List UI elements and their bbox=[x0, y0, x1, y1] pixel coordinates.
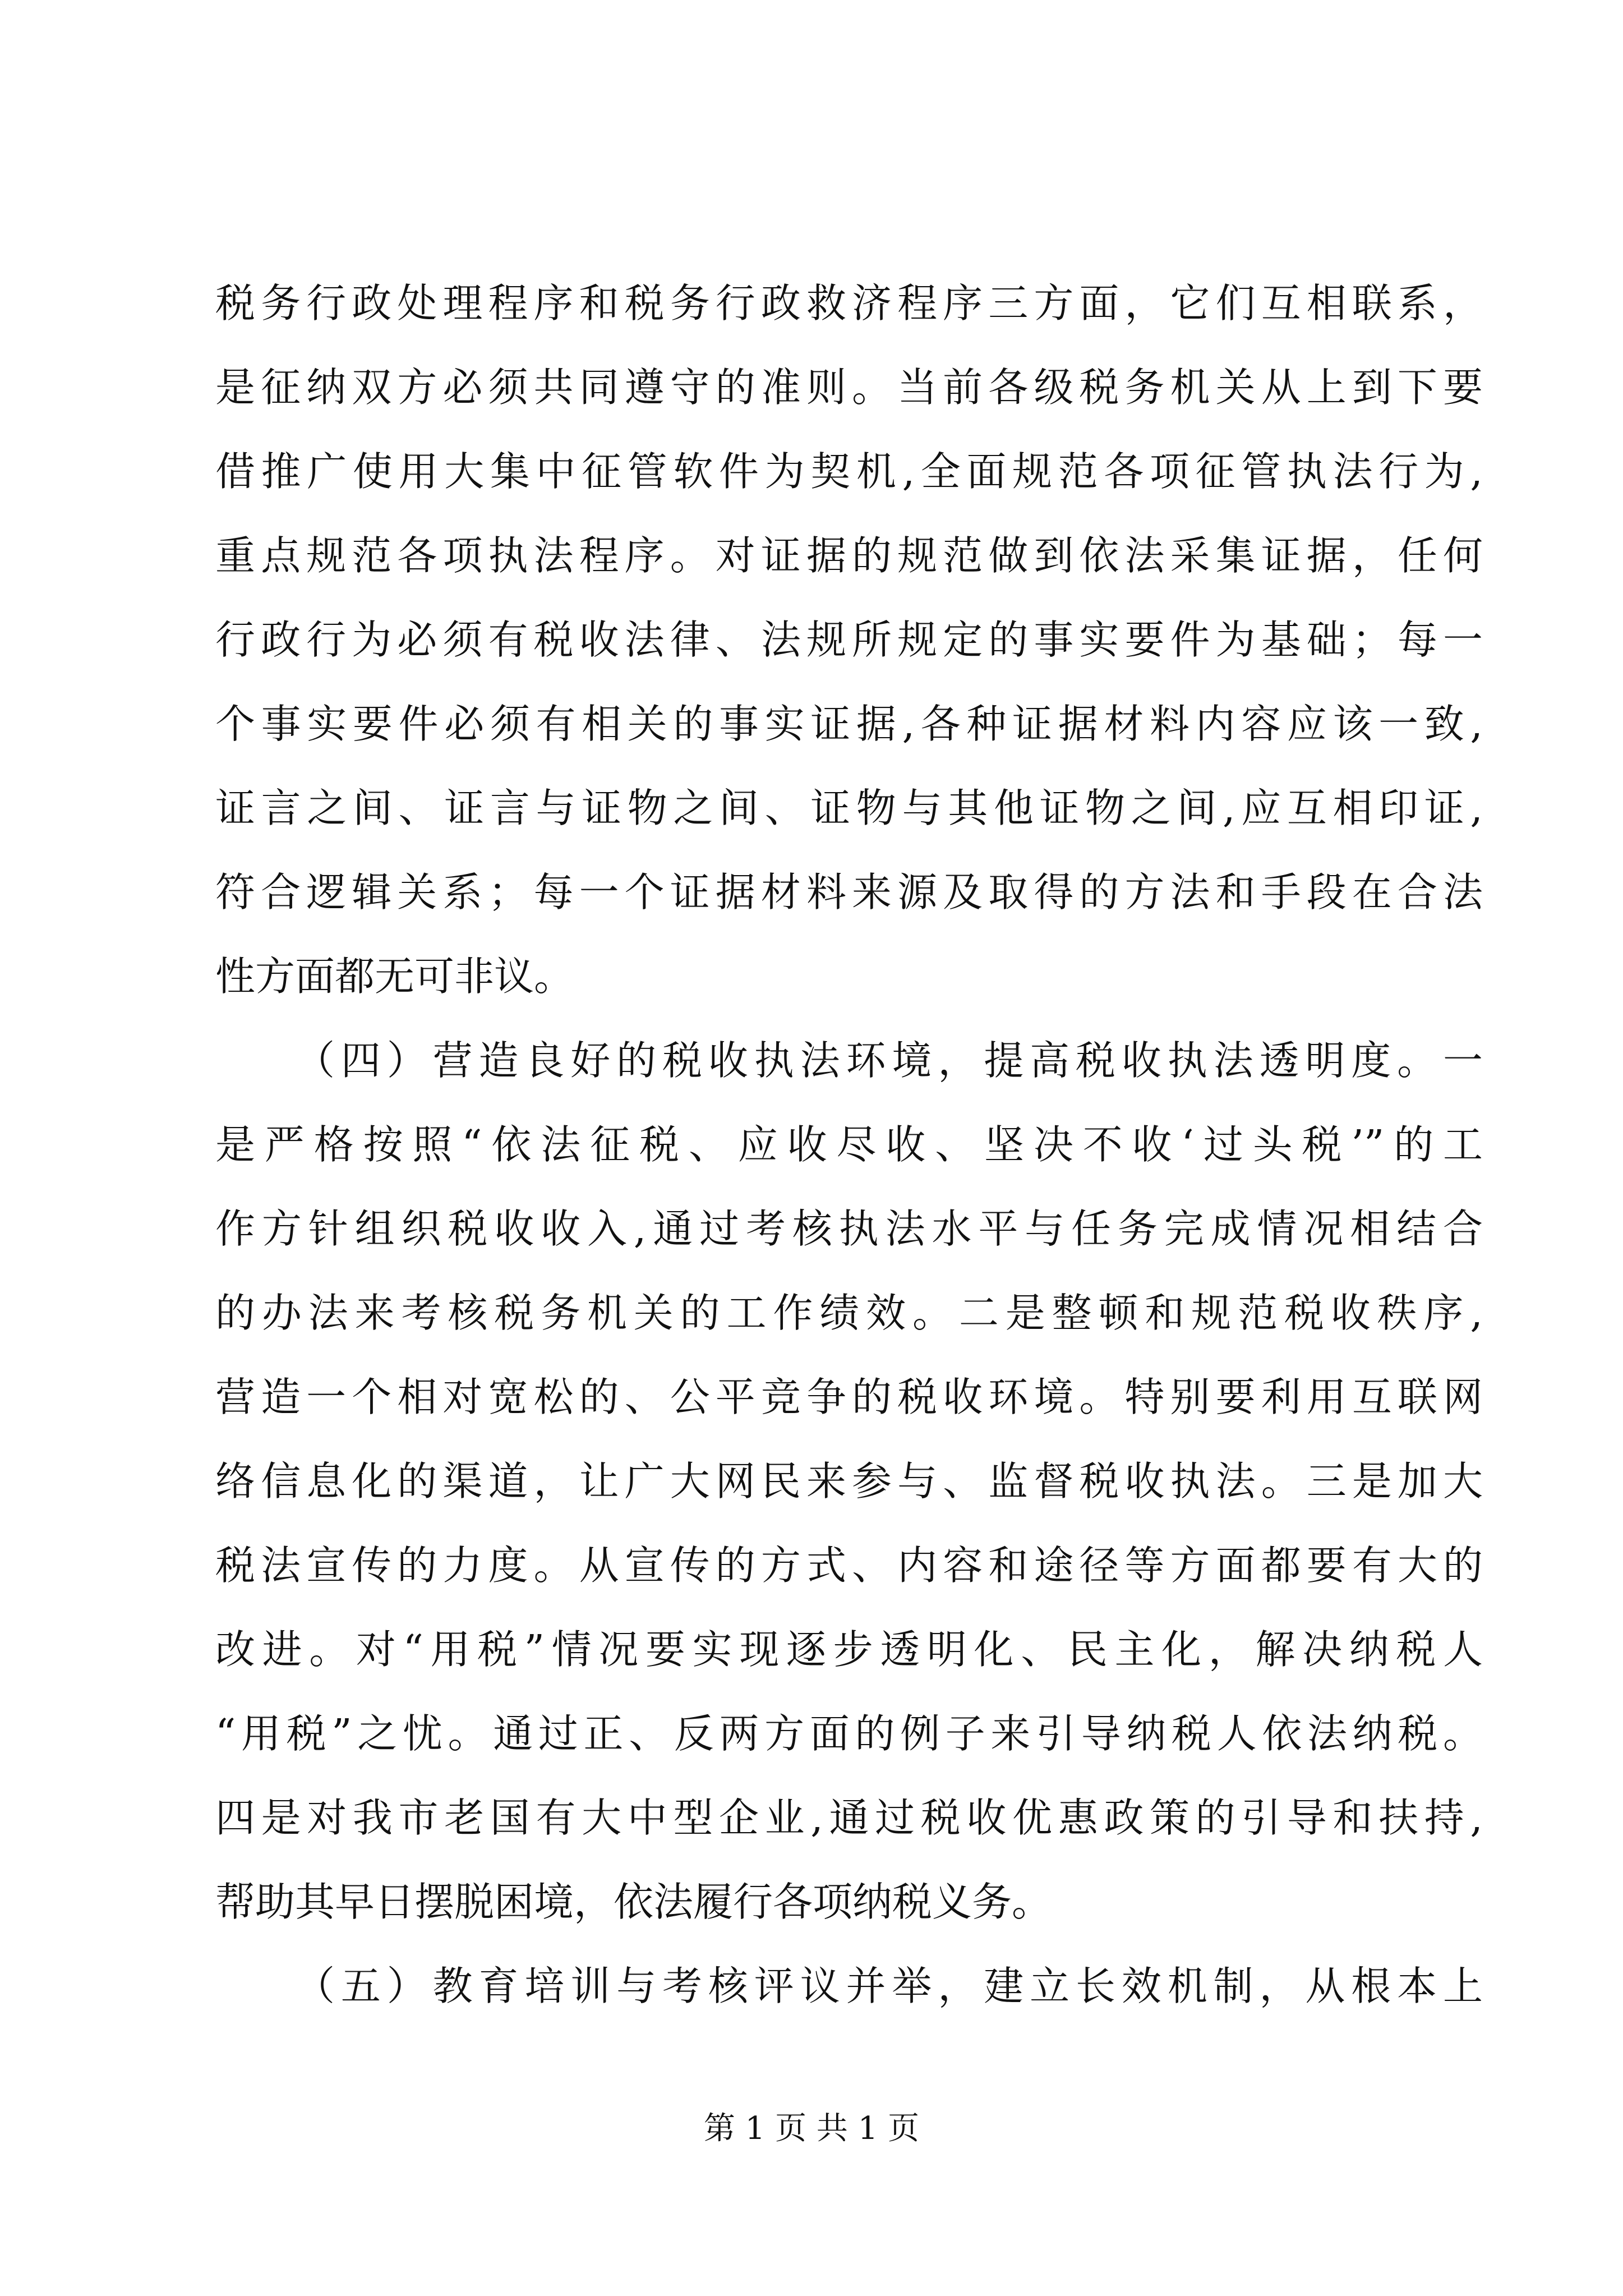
text-line: 行政行为必须有税收法律、法规所规定的事实要件为基础；每一 bbox=[215, 616, 1483, 663]
text-line: 营造一个相对宽松的、公平竞争的税收环境。特别要利用互联网 bbox=[215, 1374, 1483, 1420]
text-line: “用税”之忧。通过正、反两方面的例子来引导纳税人依法纳税。 bbox=[215, 1710, 1483, 1757]
text-line: 络信息化的渠道，让广大网民来参与、监督税收执法。三是加大 bbox=[215, 1458, 1483, 1504]
text-line: 个事实要件必须有相关的事实证据,各种证据材料内容应该一致, bbox=[215, 701, 1483, 747]
text-line: 税务行政处理程序和税务行政救济程序三方面，它们互相联系， bbox=[215, 280, 1483, 326]
text-line: 是严格按照“依法征税、应收尽收、坚决不收‘过头税’”的工 bbox=[215, 1121, 1483, 1168]
text-line: 帮助其早日摆脱困境，依法履行各项纳税义务。 bbox=[215, 1879, 1052, 1925]
text-line: （四）营造良好的税收执法环境，提高税收执法透明度。一 bbox=[295, 1037, 1483, 1084]
text-line: 作方针组织税收收入,通过考核执法水平与任务完成情况相结合 bbox=[215, 1205, 1483, 1252]
page-footer: 第 1 页 共 1 页 bbox=[703, 2110, 920, 2147]
text-line: 税法宣传的力度。从宣传的方式、内容和途径等方面都要有大的 bbox=[215, 1542, 1483, 1589]
text-line: 的办法来考核税务机关的工作绩效。二是整顿和规范税收秩序, bbox=[215, 1290, 1483, 1336]
text-line: 重点规范各项执法程序。对证据的规范做到依法采集证据，任何 bbox=[215, 532, 1483, 579]
text-line: 借推广使用大集中征管软件为契机,全面规范各项征管执法行为, bbox=[215, 448, 1483, 495]
text-line: 符合逻辑关系；每一个证据材料来源及取得的方法和手段在合法 bbox=[215, 869, 1483, 915]
text-line: （五）教育培训与考核评议并举，建立长效机制，从根本上 bbox=[295, 1963, 1483, 2009]
text-line: 四是对我市老国有大中型企业,通过税收优惠政策的引导和扶持, bbox=[215, 1795, 1483, 1841]
text-line: 性方面都无可非议。 bbox=[215, 953, 574, 1000]
text-line: 改进。对“用税”情况要实现逐步透明化、民主化，解决纳税人 bbox=[215, 1626, 1483, 1673]
text-line: 是征纳双方必须共同遵守的准则。当前各级税务机关从上到下要 bbox=[215, 364, 1483, 411]
document-body bbox=[215, 261, 1483, 2028]
text-line: 证言之间、证言与证物之间、证物与其他证物之间,应互相印证, bbox=[215, 785, 1483, 831]
